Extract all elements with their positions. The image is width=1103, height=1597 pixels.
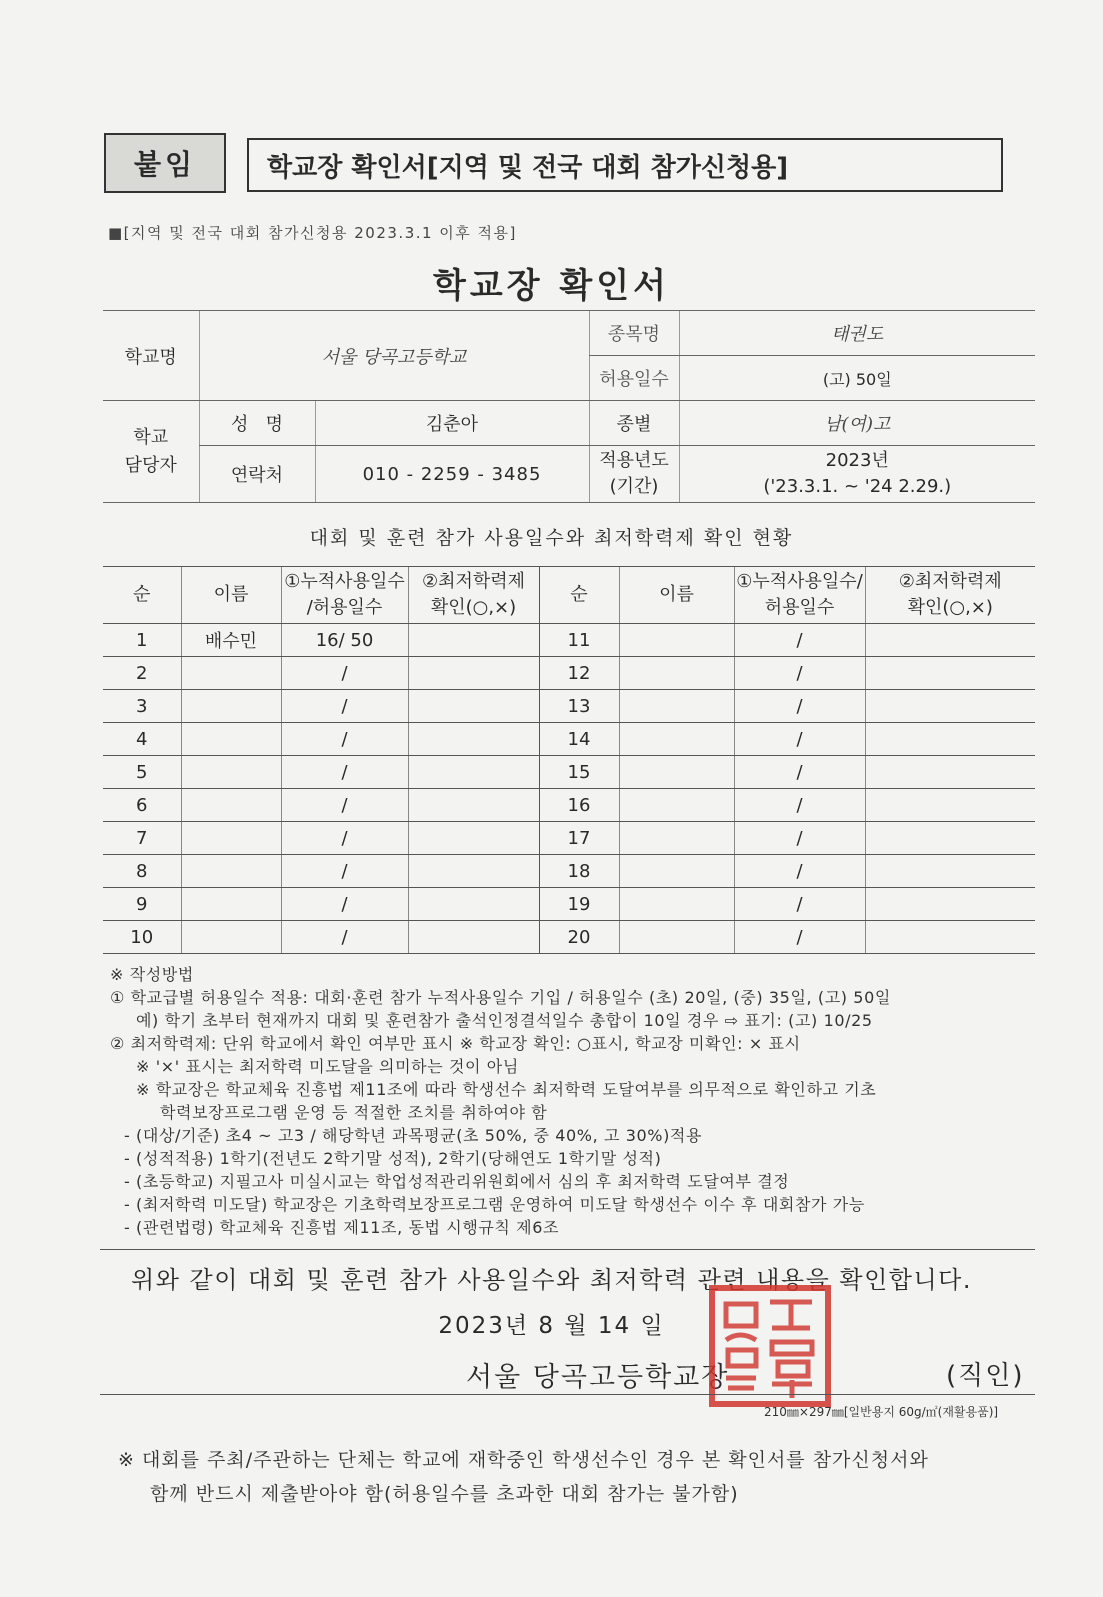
divider-top	[100, 1249, 1035, 1250]
row-check	[408, 888, 539, 921]
row-no: 9	[103, 888, 181, 921]
table-row	[103, 855, 1035, 888]
row-name	[181, 921, 281, 954]
row-name-2	[619, 723, 734, 756]
sport-value: 태권도	[679, 311, 1035, 356]
row-check-2	[865, 921, 1035, 954]
row-no-2: 20	[539, 921, 619, 954]
row-check-2	[865, 822, 1035, 855]
sport-label: 종목명	[589, 311, 679, 356]
row-name-2	[619, 789, 734, 822]
row-check-2	[865, 756, 1035, 789]
manager-name-value: 김춘아	[315, 401, 589, 446]
row-name-2	[619, 624, 734, 657]
table-row	[103, 888, 1035, 921]
allowed-days-label: 허용일수	[589, 356, 679, 401]
row-no: 7	[103, 822, 181, 855]
row-no-2: 15	[539, 756, 619, 789]
header-title: 학교장 확인서[지역 및 전국 대회 참가신청용]	[247, 138, 1003, 192]
row-check-2	[865, 624, 1035, 657]
detail-1: - (대상/기준) 초4 ~ 고3 / 해당학년 과목평균(초 50%, 중 40%, 고 30%)적용	[124, 1126, 703, 1145]
school-info-table	[103, 310, 1035, 503]
row-no-2: 16	[539, 789, 619, 822]
table-row	[103, 789, 1035, 822]
period-value: ('23.3.1. ~ '24 2.29.)	[763, 476, 952, 497]
row-days: /	[281, 657, 408, 690]
row-check	[408, 921, 539, 954]
row-days: /	[281, 921, 408, 954]
row-days: /	[281, 855, 408, 888]
row-name	[181, 888, 281, 921]
row-name	[181, 756, 281, 789]
instruction-2-note-c: 학력보장프로그램 운영 등 적절한 조치를 취하여야 함	[160, 1103, 548, 1122]
confirmation-statement: 위와 같이 대회 및 훈련 참가 사용일수와 최저학력 관련 내용을 확인합니다.	[131, 1266, 972, 1294]
instruction-1-example: 예) 학기 초부터 현재까지 대회 및 훈련참가 출석인정결석일수 총합이 10일 경우 ⇨ 표기: (고) 10/25	[136, 1011, 873, 1030]
footer-line-2: 함께 반드시 제출받아야 함(허용일수를 초과한 대회 참가는 불가함)	[150, 1483, 739, 1505]
row-name	[181, 789, 281, 822]
table-row	[103, 624, 1035, 657]
allowed-days-value: (고) 50일	[679, 356, 1035, 401]
row-check-2	[865, 723, 1035, 756]
document-title: 학교장 확인서	[433, 266, 670, 306]
row-no: 2	[103, 657, 181, 690]
row-name	[181, 690, 281, 723]
row-check-2	[865, 690, 1035, 723]
row-days: /	[281, 822, 408, 855]
table-row	[103, 756, 1035, 789]
row-check	[408, 690, 539, 723]
row-name-2	[619, 690, 734, 723]
school-name-label: 학교명	[103, 311, 199, 401]
row-days-2: /	[734, 756, 865, 789]
detail-2: - (성적적용) 1학기(전년도 2학기말 성적), 2학기(당해연도 1학기말 성적)	[124, 1149, 662, 1168]
section-title: 대회 및 훈련 참가 사용일수와 최저학력제 확인 현황	[309, 527, 794, 549]
school-name-value: 서울 당곡고등학교	[199, 311, 589, 401]
detail-3: - (초등학교) 지필고사 미실시교는 학업성적관리위원회에서 심의 후 최저학력 도달여부 결정	[124, 1172, 790, 1191]
row-days-2: /	[734, 690, 865, 723]
row-days: /	[281, 756, 408, 789]
instruction-2-note-a: ※ '×' 표시는 최저학력 미도달을 의미하는 것이 아님	[136, 1057, 519, 1076]
instruction-2: ② 최저학력제: 단위 학교에서 확인 여부만 표시 ※ 학교장 확인: ○표시, 학교장 미확인: × 표시	[110, 1034, 801, 1053]
row-check	[408, 657, 539, 690]
applicability-note: ■[지역 및 전국 대회 참가신청용 2023.3.1 이후 적용]	[108, 224, 517, 242]
row-days: 16/ 50	[281, 624, 408, 657]
row-no-2: 18	[539, 855, 619, 888]
row-no: 1	[103, 624, 181, 657]
gender-value: 남(여)고	[679, 401, 1035, 446]
row-days: /	[281, 888, 408, 921]
row-days-2: /	[734, 921, 865, 954]
row-no-2: 14	[539, 723, 619, 756]
row-days-2: /	[734, 888, 865, 921]
table-row	[103, 822, 1035, 855]
detail-4: - (최저학력 미도달) 학교장은 기초학력보장프로그램 운영하여 미도달 학생선수 이수 후 대회참가 가능	[124, 1195, 865, 1214]
row-no: 10	[103, 921, 181, 954]
row-no-2: 17	[539, 822, 619, 855]
contact-value: 010 - 2259 - 3485	[315, 446, 589, 503]
table-row	[103, 690, 1035, 723]
row-days-2: /	[734, 657, 865, 690]
row-no-2: 19	[539, 888, 619, 921]
row-name-2	[619, 657, 734, 690]
header-no-2: 순	[539, 567, 619, 624]
gender-label: 종별	[589, 401, 679, 446]
row-check	[408, 822, 539, 855]
official-seal-icon	[708, 1284, 832, 1408]
detail-5: - (관련법령) 학교체육 진흥법 제11조, 동법 시행규칙 제6조	[124, 1218, 560, 1237]
row-check-2	[865, 888, 1035, 921]
row-name	[181, 855, 281, 888]
row-days-2: /	[734, 855, 865, 888]
attachment-tag: 붙임	[104, 133, 226, 193]
paper-spec: 210㎜×297㎜[일반용지 60g/㎡(재활용품)]	[764, 1405, 999, 1419]
row-name-2	[619, 822, 734, 855]
row-no-2: 11	[539, 624, 619, 657]
row-name: 배수민	[181, 624, 281, 657]
row-check	[408, 756, 539, 789]
header-days: ①누적사용일수 /허용일수	[281, 567, 408, 624]
manager-label: 학교 담당자	[103, 401, 199, 503]
row-check-2	[865, 789, 1035, 822]
row-name	[181, 657, 281, 690]
row-check	[408, 624, 539, 657]
row-days: /	[281, 723, 408, 756]
divider-bottom	[100, 1394, 1035, 1395]
row-name-2	[619, 888, 734, 921]
row-days: /	[281, 789, 408, 822]
issue-date: 2023년 8 월 14 일	[438, 1313, 665, 1339]
footer-note	[118, 1443, 929, 1511]
row-name-2	[619, 855, 734, 888]
table-row	[103, 657, 1035, 690]
header-name-2: 이름	[619, 567, 734, 624]
row-days: /	[281, 690, 408, 723]
instruction-1: ① 학교급별 허용일수 적용: 대회·훈련 참가 누적사용일수 기입 / 허용일수 (초) 20일, (중) 35일, (고) 50일	[110, 988, 891, 1007]
row-name-2	[619, 756, 734, 789]
row-no: 5	[103, 756, 181, 789]
footer-line-1: ※ 대회를 주최/주관하는 단체는 학교에 재학중인 학생선수인 경우 본 확인서를 참가신청서와	[118, 1449, 929, 1471]
row-no-2: 12	[539, 657, 619, 690]
header-no: 순	[103, 567, 181, 624]
table-row	[103, 723, 1035, 756]
principal-name: 서울 당곡고등학교장	[466, 1362, 730, 1393]
row-no: 4	[103, 723, 181, 756]
contact-label: 연락처	[199, 446, 315, 503]
row-check	[408, 789, 539, 822]
row-name-2	[619, 921, 734, 954]
row-days-2: /	[734, 624, 865, 657]
row-check-2	[865, 855, 1035, 888]
seal-label: (직인)	[946, 1361, 1025, 1391]
header-check: ②최저학력제 확인(○,×)	[408, 567, 539, 624]
row-check-2	[865, 657, 1035, 690]
row-check	[408, 723, 539, 756]
row-days-2: /	[734, 822, 865, 855]
row-name	[181, 723, 281, 756]
usage-table	[103, 566, 1035, 954]
table-row	[103, 921, 1035, 954]
row-name	[181, 822, 281, 855]
row-no: 3	[103, 690, 181, 723]
row-no: 8	[103, 855, 181, 888]
manager-name-label: 성 명	[199, 401, 315, 446]
table-header-row	[103, 567, 1035, 624]
header-name: 이름	[181, 567, 281, 624]
row-check	[408, 855, 539, 888]
period-cell	[679, 446, 1035, 503]
header-check-2: ②최저학력제 확인(○,×)	[865, 567, 1035, 624]
period-label: 적용년도 (기간)	[589, 446, 679, 503]
instruction-2-note-b: ※ 학교장은 학교체육 진흥법 제11조에 따라 학생선수 최저학력 도달여부를 의무적으로 확인하고 기초	[136, 1080, 877, 1099]
row-no-2: 13	[539, 690, 619, 723]
row-no: 6	[103, 789, 181, 822]
year-value: 2023년	[825, 450, 889, 471]
row-days-2: /	[734, 723, 865, 756]
instructions-heading: ※ 작성방법	[110, 965, 194, 984]
header-days-2: ①누적사용일수/ 허용일수	[734, 567, 865, 624]
instructions	[110, 963, 1035, 1239]
row-days-2: /	[734, 789, 865, 822]
